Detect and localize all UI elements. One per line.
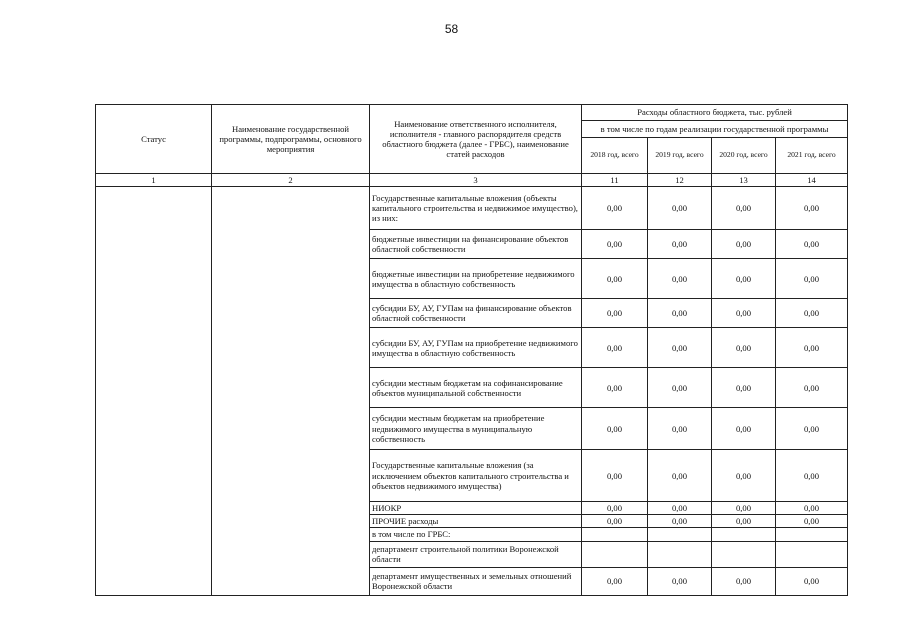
value-2018: 0,00 [582, 450, 648, 502]
value-2019 [648, 528, 712, 541]
value-2018: 0,00 [582, 328, 648, 368]
column-number: 11 [582, 174, 648, 187]
value-2021: 0,00 [776, 515, 848, 528]
value-2018: 0,00 [582, 230, 648, 259]
header-year-2021: 2021 год, всего [776, 138, 848, 174]
row-name: бюджетные инвестиции на приобретение недвижимого имущества в областную собственность [370, 259, 582, 299]
column-number: 14 [776, 174, 848, 187]
status-cell [96, 187, 212, 595]
value-2021: 0,00 [776, 230, 848, 259]
value-2021: 0,00 [776, 328, 848, 368]
value-2020: 0,00 [712, 259, 776, 299]
header-expenses: Расходы областного бюджета, тыс. рублей [582, 105, 848, 121]
row-name: департамент строительной политики Воронежской области [370, 541, 582, 567]
value-2020: 0,00 [712, 450, 776, 502]
column-number: 3 [370, 174, 582, 187]
value-2020: 0,00 [712, 187, 776, 230]
budget-table [95, 104, 848, 596]
value-2020: 0,00 [712, 567, 776, 595]
value-2021: 0,00 [776, 299, 848, 328]
header-year-2020: 2020 год, всего [712, 138, 776, 174]
value-2021: 0,00 [776, 259, 848, 299]
value-2020: 0,00 [712, 408, 776, 450]
column-number: 13 [712, 174, 776, 187]
value-2018: 0,00 [582, 567, 648, 595]
value-2019: 0,00 [648, 502, 712, 515]
value-2018: 0,00 [582, 259, 648, 299]
value-2019: 0,00 [648, 187, 712, 230]
row-name: в том числе по ГРБС: [370, 528, 582, 541]
value-2018: 0,00 [582, 408, 648, 450]
header-status: Статус [96, 105, 212, 174]
value-2019: 0,00 [648, 328, 712, 368]
value-2019: 0,00 [648, 567, 712, 595]
column-number: 1 [96, 174, 212, 187]
value-2021: 0,00 [776, 368, 848, 408]
value-2020: 0,00 [712, 368, 776, 408]
value-2021: 0,00 [776, 408, 848, 450]
header-executor: Наименование ответственного исполнителя, исполнителя - главного распорядителя средств областного бюджета (далее - ГРБС), наименование статей расходов [370, 105, 582, 174]
row-name: НИОКР [370, 502, 582, 515]
value-2020: 0,00 [712, 502, 776, 515]
value-2019: 0,00 [648, 515, 712, 528]
row-name: субсидии БУ, АУ, ГУПам на приобретение недвижимого имущества в областную собственность [370, 328, 582, 368]
row-name: департамент имущественных и земельных отношений Воронежской области [370, 567, 582, 595]
row-name: ПРОЧИЕ расходы [370, 515, 582, 528]
table-row [96, 187, 848, 230]
value-2018: 0,00 [582, 187, 648, 230]
value-2018: 0,00 [582, 515, 648, 528]
value-2019: 0,00 [648, 450, 712, 502]
row-name: бюджетные инвестиции на финансирование объектов областной собственности [370, 230, 582, 259]
program-cell [212, 187, 370, 595]
value-2021: 0,00 [776, 450, 848, 502]
value-2021: 0,00 [776, 502, 848, 515]
value-2020 [712, 541, 776, 567]
row-name: Государственные капитальные вложения (за исключением объектов капитального строительства и объектов недвижимого имущества) [370, 450, 582, 502]
value-2019: 0,00 [648, 408, 712, 450]
value-2021 [776, 528, 848, 541]
value-2019: 0,00 [648, 230, 712, 259]
column-numbers-row [96, 174, 848, 187]
header-by-years: в том числе по годам реализации государственной программы [582, 121, 848, 138]
value-2020: 0,00 [712, 230, 776, 259]
row-name: субсидии местным бюджетам на приобретение недвижимого имущества в муниципальную собственность [370, 408, 582, 450]
header-year-2019: 2019 год, всего [648, 138, 712, 174]
value-2019 [648, 541, 712, 567]
value-2019: 0,00 [648, 299, 712, 328]
value-2021: 0,00 [776, 567, 848, 595]
value-2018 [582, 528, 648, 541]
value-2018: 0,00 [582, 502, 648, 515]
value-2018 [582, 541, 648, 567]
header-program: Наименование государственной программы, подпрограммы, основного мероприятия [212, 105, 370, 174]
value-2018: 0,00 [582, 299, 648, 328]
value-2020 [712, 528, 776, 541]
value-2018: 0,00 [582, 368, 648, 408]
row-name: субсидии БУ, АУ, ГУПам на финансирование объектов областной собственности [370, 299, 582, 328]
column-number: 12 [648, 174, 712, 187]
value-2019: 0,00 [648, 368, 712, 408]
page-number: 58 [444, 22, 459, 36]
value-2019: 0,00 [648, 259, 712, 299]
value-2021 [776, 541, 848, 567]
value-2020: 0,00 [712, 328, 776, 368]
value-2021: 0,00 [776, 187, 848, 230]
column-number: 2 [212, 174, 370, 187]
header-year-2018: 2018 год, всего [582, 138, 648, 174]
row-name: Государственные капитальные вложения (объекты капитального строительства и недвижимое имущество), из них: [370, 187, 582, 230]
value-2020: 0,00 [712, 515, 776, 528]
value-2020: 0,00 [712, 299, 776, 328]
row-name: субсидии местным бюджетам на софинансирование объектов муниципальной собственности [370, 368, 582, 408]
